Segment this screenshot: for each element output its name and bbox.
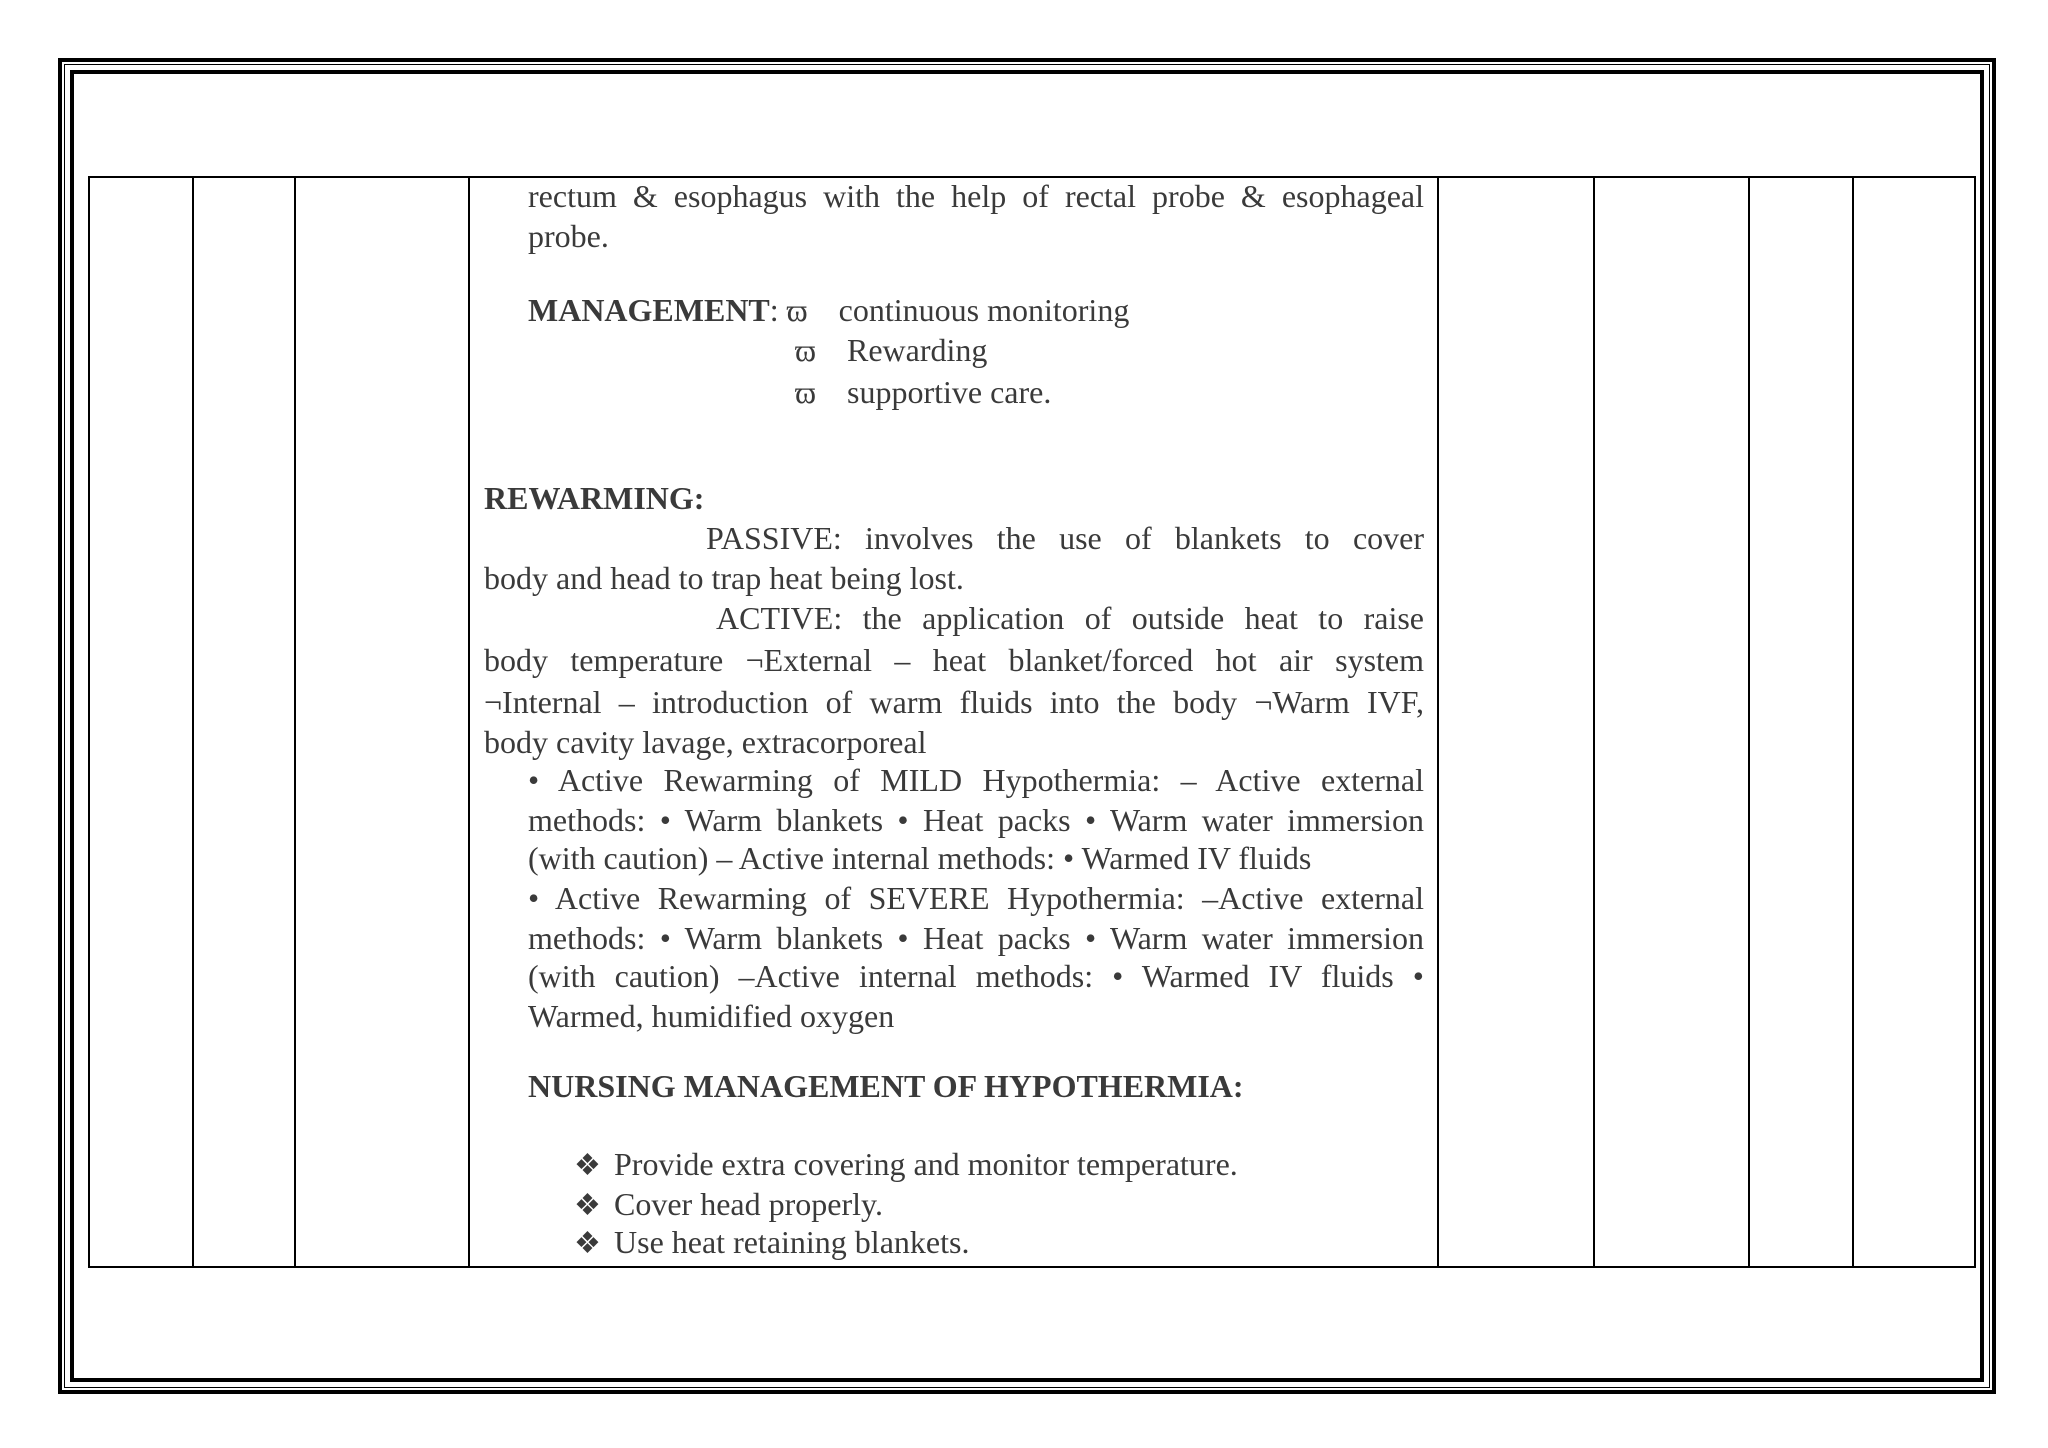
nursing-item-text: Provide extra covering and monitor temperature. bbox=[614, 1146, 1238, 1182]
table-column-divider bbox=[1748, 176, 1750, 1268]
rewarming-heading: REWARMING: bbox=[484, 480, 705, 516]
active-line-4: body cavity lavage, extracorporeal bbox=[484, 724, 927, 760]
intro-line-1: rectum & esophagus with the help of rectal probe & esophageal bbox=[528, 178, 1424, 214]
diamond-bullet-icon: ❖ bbox=[574, 1227, 601, 1260]
pi-bullet-icon: ϖ bbox=[795, 374, 817, 410]
management-label: MANAGEMENT bbox=[528, 292, 770, 328]
table-column-divider bbox=[1852, 176, 1854, 1268]
mild-line-3: (with caution) – Active internal methods: • Warmed IV fluids bbox=[528, 840, 1312, 876]
severe-line-2: methods: • Warm blankets • Heat packs • Warm water immersion bbox=[528, 920, 1424, 956]
pi-bullet-icon: ϖ bbox=[786, 292, 808, 328]
diamond-bullet-icon: ❖ bbox=[574, 1149, 601, 1182]
nursing-item-text: Use heat retaining blankets. bbox=[614, 1224, 970, 1260]
table-column-divider bbox=[1593, 176, 1595, 1268]
active-line-3: ¬Internal – introduction of warm fluids into the body ¬Warm IVF, bbox=[484, 684, 1424, 720]
active-line-2: body temperature ¬External – heat blanket/forced hot air system bbox=[484, 642, 1424, 678]
table-column-divider bbox=[294, 176, 296, 1268]
management-item: continuous monitoring bbox=[838, 292, 1130, 328]
nursing-heading: NURSING MANAGEMENT OF HYPOTHERMIA: bbox=[528, 1068, 1244, 1104]
management-item: supportive care. bbox=[847, 374, 1052, 410]
severe-line-4: Warmed, humidified oxygen bbox=[528, 998, 895, 1034]
severe-line-3: (with caution) –Active internal methods: • Warmed IV fluids • bbox=[528, 958, 1424, 994]
nursing-list-item bbox=[574, 1222, 969, 1264]
passive-line-1: PASSIVE: involves the use of blankets to cover bbox=[706, 520, 1424, 556]
table-column-divider bbox=[468, 176, 470, 1268]
severe-line-1: • Active Rewarming of SEVERE Hypothermia: –Active external bbox=[528, 880, 1424, 916]
table-column-divider bbox=[1437, 176, 1439, 1268]
passive-line-2: body and head to trap heat being lost. bbox=[484, 560, 964, 596]
table-column-divider bbox=[192, 176, 194, 1268]
management-row-1 bbox=[528, 290, 1129, 330]
nursing-item-text: Cover head properly. bbox=[614, 1186, 883, 1222]
management-item: Rewarding bbox=[847, 332, 988, 368]
active-line-1: ACTIVE: the application of outside heat to raise bbox=[716, 600, 1424, 636]
mild-line-1: • Active Rewarming of MILD Hypothermia: – Active external bbox=[528, 762, 1424, 798]
intro-line-2: probe. bbox=[528, 218, 609, 254]
management-row-3 bbox=[795, 372, 1051, 412]
diamond-bullet-icon: ❖ bbox=[574, 1189, 601, 1222]
pi-bullet-icon: ϖ bbox=[795, 332, 817, 368]
management-colon: : bbox=[769, 292, 779, 328]
mild-line-2: methods: • Warm blankets • Heat packs • Warm water immersion bbox=[528, 802, 1424, 838]
nursing-list-item bbox=[574, 1144, 1238, 1186]
nursing-list-item bbox=[574, 1184, 883, 1226]
management-row-2 bbox=[795, 330, 987, 370]
